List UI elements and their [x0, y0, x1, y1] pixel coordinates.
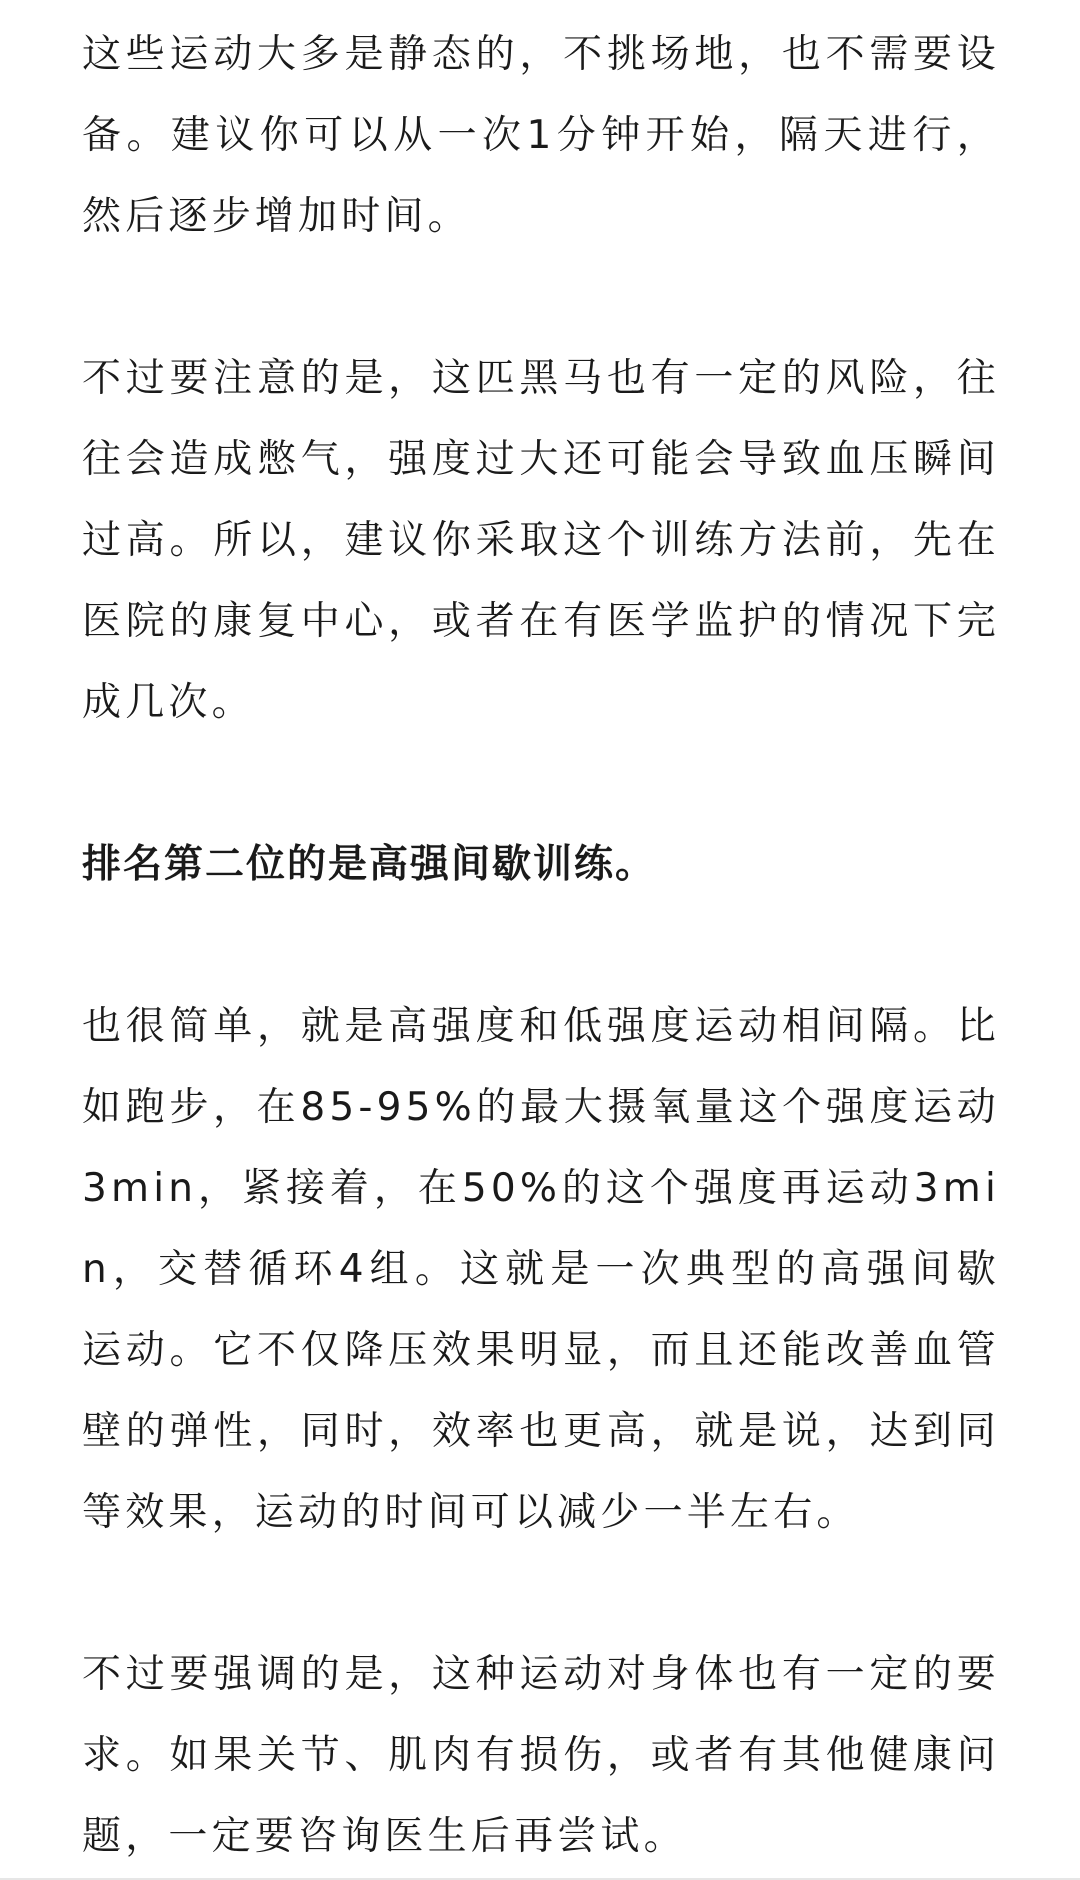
article-body	[82, 14, 1000, 1877]
paragraph-hiit-caution: 不过要强调的是，这种运动对身体也有一定的要求。如果关节、肌肉有损伤，或者有其他健康问题，一定要咨询医生后再尝试。	[82, 1652, 1000, 1859]
paragraph-risk-warning: 不过要注意的是，这匹黑马也有一定的风险，往往会造成憋气，强度过大还可能会导致血压瞬间过高。所以，建议你采取这个训练方法前，先在医院的康复中心，或者在有医学监护的情况下完成几次。	[82, 356, 1000, 725]
paragraph-hiit-description: 也很简单，就是高强度和低强度运动相间隔。比如跑步，在85-95%的最大摄氧量这个强度运动3min，紧接着，在50%的这个强度再运动3min，交替循环4组。这就是一次典型的高强间歇运动。它不仅降压效果明显，而且还能改善血管壁的弹性，同时，效率也更高，就是说，达到同等效果，运动的时间可以减少一半左右。	[82, 1004, 1000, 1535]
section-heading-hiit: 排名第二位的是高强间歇训练。	[82, 842, 657, 887]
paragraph-static-exercise: 这些运动大多是静态的，不挑场地，也不需要设备。建议你可以从一次1分钟开始，隔天进行，然后逐步增加时间。	[82, 32, 1000, 239]
